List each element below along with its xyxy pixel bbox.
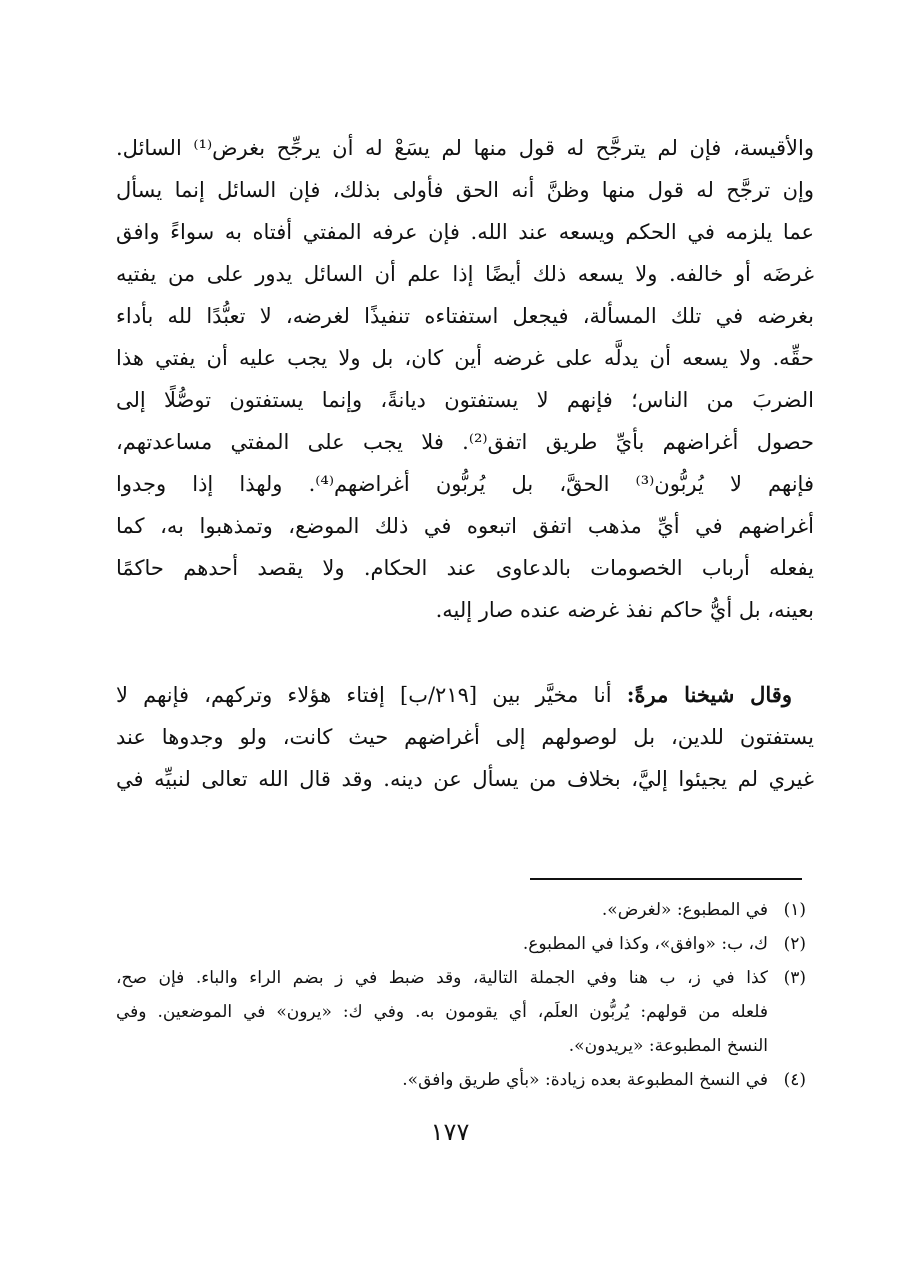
page-number: ١٧٧ [430,1118,470,1146]
body-line: بغرضه في تلك المسألة، فيجعل استفتاءه تنفيذًا لغرضه، لا تعبُّدًا لله بأداء [116,304,814,328]
footnote-text: في النسخ المطبوعة بعده زيادة: «بأي طريق وافق». [402,1070,768,1090]
footnote-3 [116,965,806,991]
footnote-number: (٤) [783,1070,806,1090]
footnote-3-continuation: النسخ المطبوعة: «يريدون». [568,1036,768,1056]
footnote-separator [530,878,802,880]
body-line: يفعله أرباب الخصومات بالدعاوى عند الحكام. ولا يقصد أحدهم حاكمًا [116,556,814,580]
body-line: غرضَه أو خالفه. ولا يسعه ذلك أيضًا إذا علم أن السائل يدور على من يفتيه [116,262,814,286]
footnote-2 [116,931,806,957]
body-line: وإن ترجَّح له قول منها وظنَّ أنه الحق فأولى بذلك، فإن السائل إنما يسأل [116,178,814,202]
body-line: عما يلزمه في الحكم ويسعه عند الله. فإن عرفه المفتي أفتاه به سواءً وافق [116,220,814,244]
footnote-number: (٣) [783,968,806,988]
body-line: فإنهم لا يُربُّون⁽³⁾ الحقَّ، بل يُربُّون أغراضهم⁽⁴⁾. ولهذا إذا وجدوا [116,472,814,496]
body-line: والأقيسة، فإن لم يترجَّح له قول منها لم يسَعْ له أن يرجِّح بغرض⁽¹⁾ السائل. [116,136,815,160]
footnote-1 [116,897,806,923]
footnote-text: ك، ب: «وافق»، وكذا في المطبوع. [522,934,768,954]
footnote-text: في المطبوع: «لغرض». [601,900,768,920]
body-line: أغراضهم في أيِّ مذهب اتفق اتبعوه في ذلك الموضع، وتمذهبوا به، كما [116,514,814,538]
body-line: يستفتون للدين، بل لوصولهم إلى أغراضهم حيث كانت، ولو وجدوها عند [116,725,814,749]
body-line: بعينه، بل أيُّ حاكم نفذ غرضه عنده صار إليه. [435,598,814,622]
footnote-text: كذا في ز، ب هنا وفي الجملة التالية، وقد ضبط في ز بضم الراء والباء. فإن صح، [116,968,768,988]
footnote-3-continuation: فلعله من قولهم: يُربُّون العلَم، أي يقومون به. وفي ك: «يرون» في الموضعين. وفي [116,1002,768,1022]
bold-lead: وقال شيخنا مرةً: [626,682,792,707]
footnote-4 [116,1067,806,1093]
paragraph-2-first-line [116,680,792,710]
body-line: حقِّه. ولا يسعه أن يدلَّه على غرضه أين كان، بل ولا يجب عليه أن يفتي هذا [116,346,814,370]
line-text: أنا مخيَّر بين [٢١٩/ب] إفتاء هؤلاء وتركهم، فإنهم لا [116,683,627,707]
footnote-number: (٢) [783,934,806,954]
body-line: حصول أغراضهم بأيِّ طريق اتفق⁽²⁾. فلا يجب على المفتي مساعدتهم، [116,430,814,454]
body-line: الضربَ من الناس؛ فإنهم لا يستفتون ديانةً، وإنما يستفتون توصُّلًا إلى [116,388,814,412]
footnote-number: (١) [783,900,806,920]
body-line: غيري لم يجيئوا إليَّ، بخلاف من يسأل عن دينه. وقد قال الله تعالى لنبيِّه في [116,767,814,791]
